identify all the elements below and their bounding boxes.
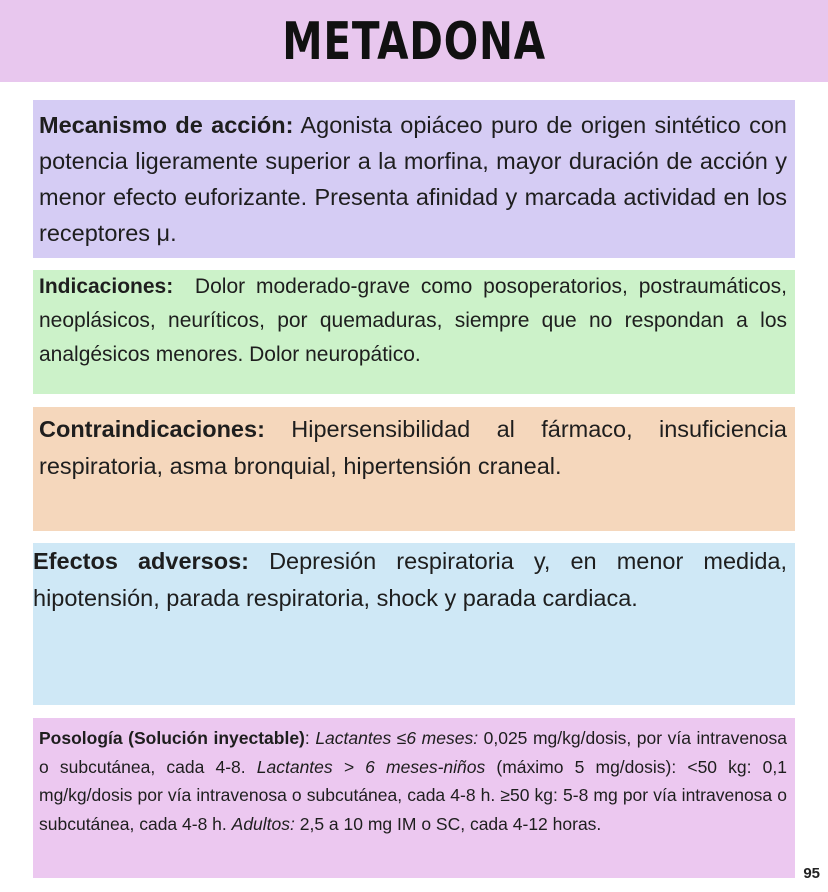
contraindicaciones-text: Hipersensibilidad al fármaco, insuficiencia respiratoria, asma bronquial, hipertensión craneal. <box>39 416 787 479</box>
contraindicaciones-label: Contraindicaciones: <box>39 416 265 442</box>
section-contraindicaciones <box>33 407 795 531</box>
page-title: METADONA <box>282 12 546 72</box>
mecanismo-text: Agonista opiáceo puro de origen sintético con potencia ligeramente superior a la morfina, mayor duración de acción y menor efecto euforizante. Presenta afinidad y marcada actividad en los receptores μ. <box>39 112 787 246</box>
mecanismo-label: Mecanismo de acción: <box>39 112 294 138</box>
adultos-text: 2,5 a 10 mg IM o SC, cada 4-12 horas. <box>294 813 602 834</box>
efectos-label: Efectos adversos: <box>33 548 249 574</box>
indicaciones-label: Indicaciones: <box>39 275 174 298</box>
lactantes-le6-label: Lactantes ≤6 meses: <box>315 728 479 748</box>
lactantes-gt6-text: (máximo 5 mg/dosis): <50 kg: 0,1 mg/kg/dosis por vía intravenosa o subcutánea, cada 4-8 h. ≥50 kg: 5-8 mg por vía intravenosa o subcutánea, cada 4-8 h. <box>39 756 787 834</box>
lactantes-le6-text: 0,025 mg/kg/dosis, por vía intravenosa o subcutánea, cada 4-8. <box>39 728 787 777</box>
posologia-colon: : <box>304 728 316 748</box>
section-efectos-adversos <box>33 543 795 705</box>
title-banner <box>0 0 828 82</box>
indicaciones-text: Dolor moderado-grave como posoperatorios, postraumáticos, neoplásicos, neuríticos, por quemaduras, siempre que no respondan a los analgésicos menores. Dolor neuropático. <box>39 275 793 366</box>
section-posologia <box>33 718 795 878</box>
lactantes-gt6-label: Lactantes > 6 meses-niños <box>256 756 486 777</box>
section-indicaciones <box>33 270 795 394</box>
posologia-label: Posología (Solución inyectable) <box>39 728 305 748</box>
efectos-text: Depresión respiratoria y, en menor medida, hipotensión, parada respiratoria, shock y parada cardiaca. <box>33 548 787 611</box>
section-mecanismo <box>33 100 795 258</box>
adultos-label: Adultos: <box>231 813 295 834</box>
page-number: 95 <box>803 865 820 882</box>
